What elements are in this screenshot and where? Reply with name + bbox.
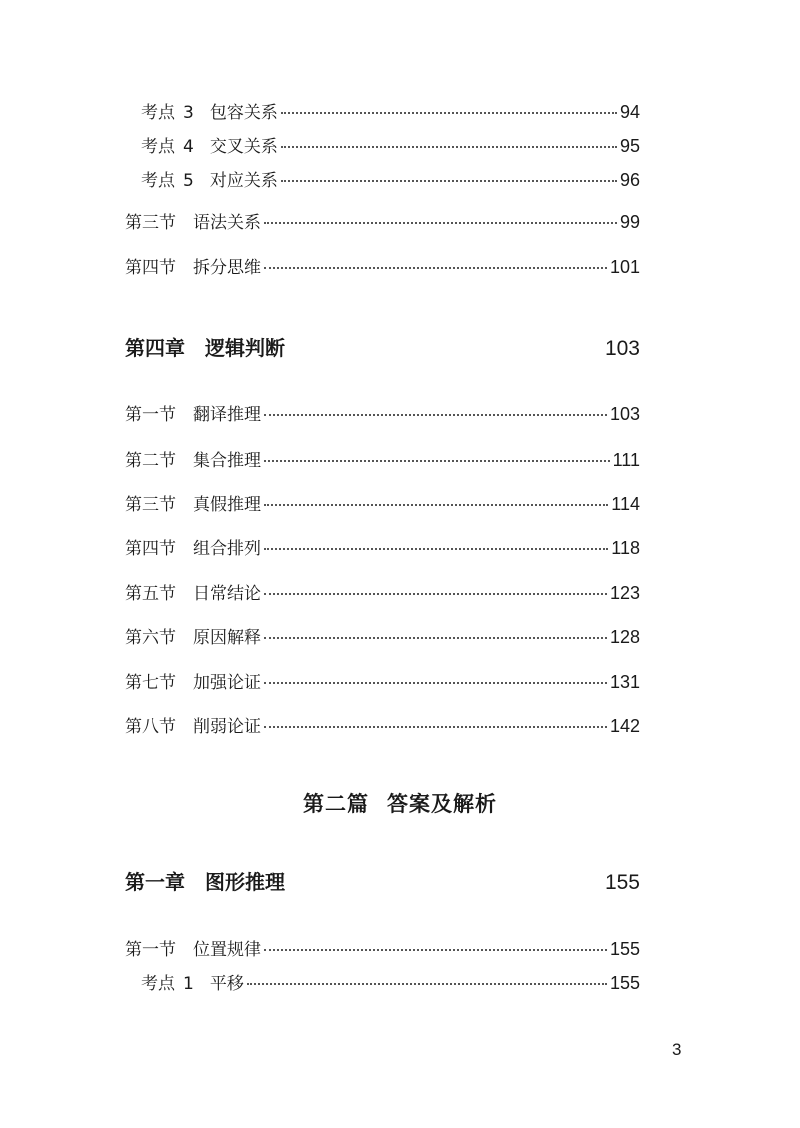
part-label: 第二篇 xyxy=(303,791,369,816)
section-title: 集合推理 xyxy=(193,451,261,471)
topic-label: 考点 xyxy=(141,103,175,123)
page-ref: 123 xyxy=(609,583,640,603)
section-label: 第二节 xyxy=(125,451,176,471)
page-ref: 131 xyxy=(609,672,640,692)
topic-title: 对应关系 xyxy=(209,171,278,191)
section-title: 加强论证 xyxy=(193,673,261,693)
dot-leader xyxy=(264,593,607,595)
section-label: 第一节 xyxy=(125,405,176,425)
toc-section-entry[interactable] xyxy=(125,211,640,234)
topic-number: 3 xyxy=(183,103,194,123)
dot-leader xyxy=(247,983,607,985)
topic-number: 1 xyxy=(183,974,194,994)
page-number: 3 xyxy=(672,1040,682,1059)
dot-leader xyxy=(281,180,617,182)
toc-section-entry[interactable] xyxy=(125,582,640,605)
toc-section-entry[interactable] xyxy=(125,256,640,279)
section-label: 第七节 xyxy=(125,673,176,693)
dot-leader xyxy=(264,637,607,639)
page-ref: 103 xyxy=(609,404,640,424)
page-ref: 114 xyxy=(611,494,640,514)
chapter-label: 第一章 xyxy=(125,870,185,894)
topic-number: 5 xyxy=(183,171,194,191)
page-ref: 96 xyxy=(619,170,640,190)
section-label: 第三节 xyxy=(125,213,176,233)
toc-topic-entry[interactable] xyxy=(141,169,640,192)
chapter-label: 第四章 xyxy=(125,336,185,360)
toc-section-entry[interactable] xyxy=(125,671,640,694)
dot-leader xyxy=(264,460,610,462)
dot-leader xyxy=(264,949,607,951)
toc-section-entry[interactable] xyxy=(125,493,640,516)
section-title: 真假推理 xyxy=(193,495,261,515)
page-ref: 128 xyxy=(609,627,640,647)
page-ref: 94 xyxy=(619,102,640,122)
toc-part-heading[interactable] xyxy=(0,788,800,818)
page-ref: 111 xyxy=(612,450,640,470)
dot-leader xyxy=(281,146,617,148)
page-ref: 155 xyxy=(609,939,640,959)
section-title: 拆分思维 xyxy=(193,258,261,278)
topic-label: 考点 xyxy=(141,137,175,157)
page-ref: 155 xyxy=(609,973,640,993)
page-ref: 118 xyxy=(611,538,640,558)
dot-leader xyxy=(264,414,607,416)
topic-number: 4 xyxy=(183,137,194,157)
dot-leader xyxy=(264,682,607,684)
toc-chapter-heading[interactable] xyxy=(125,337,640,360)
section-label: 第四节 xyxy=(125,258,176,278)
toc-section-entry[interactable] xyxy=(125,403,640,426)
toc-section-entry[interactable] xyxy=(125,537,640,560)
dot-leader xyxy=(264,222,617,224)
topic-title: 包容关系 xyxy=(209,103,278,123)
toc-topic-entry[interactable] xyxy=(141,101,640,124)
chapter-title: 图形推理 xyxy=(205,870,285,894)
topic-label: 考点 xyxy=(141,974,175,994)
section-title: 削弱论证 xyxy=(193,717,261,737)
chapter-title: 逻辑判断 xyxy=(205,336,285,360)
toc-section-entry[interactable] xyxy=(125,626,640,649)
section-label: 第三节 xyxy=(125,495,176,515)
topic-label: 考点 xyxy=(141,171,175,191)
page-ref: 99 xyxy=(619,212,640,232)
page-ref: 155 xyxy=(604,871,640,894)
topic-title: 交叉关系 xyxy=(209,137,278,157)
section-title: 组合排列 xyxy=(193,539,261,559)
section-label: 第四节 xyxy=(125,539,176,559)
page-ref: 103 xyxy=(604,337,640,360)
section-label: 第六节 xyxy=(125,628,176,648)
page-ref: 101 xyxy=(609,257,640,277)
section-title: 位置规律 xyxy=(193,940,261,960)
dot-leader xyxy=(264,504,608,506)
toc-topic-entry[interactable] xyxy=(141,135,640,158)
section-label: 第八节 xyxy=(125,717,176,737)
toc-section-entry[interactable] xyxy=(125,715,640,738)
dot-leader xyxy=(264,726,607,728)
section-title: 日常结论 xyxy=(193,584,261,604)
topic-title: 平移 xyxy=(209,974,244,994)
toc-section-entry[interactable] xyxy=(125,938,640,961)
section-title: 原因解释 xyxy=(193,628,261,648)
section-label: 第一节 xyxy=(125,940,176,960)
toc-topic-entry[interactable] xyxy=(141,972,640,995)
dot-leader xyxy=(281,112,617,114)
part-title: 答案及解析 xyxy=(387,791,497,816)
page-ref: 95 xyxy=(619,136,640,156)
section-title: 语法关系 xyxy=(193,213,261,233)
section-title: 翻译推理 xyxy=(193,405,261,425)
page-ref: 142 xyxy=(609,716,640,736)
section-label: 第五节 xyxy=(125,584,176,604)
dot-leader xyxy=(264,267,607,269)
dot-leader xyxy=(264,548,608,550)
toc-section-entry[interactable] xyxy=(125,449,640,472)
toc-chapter-heading[interactable] xyxy=(125,871,640,894)
